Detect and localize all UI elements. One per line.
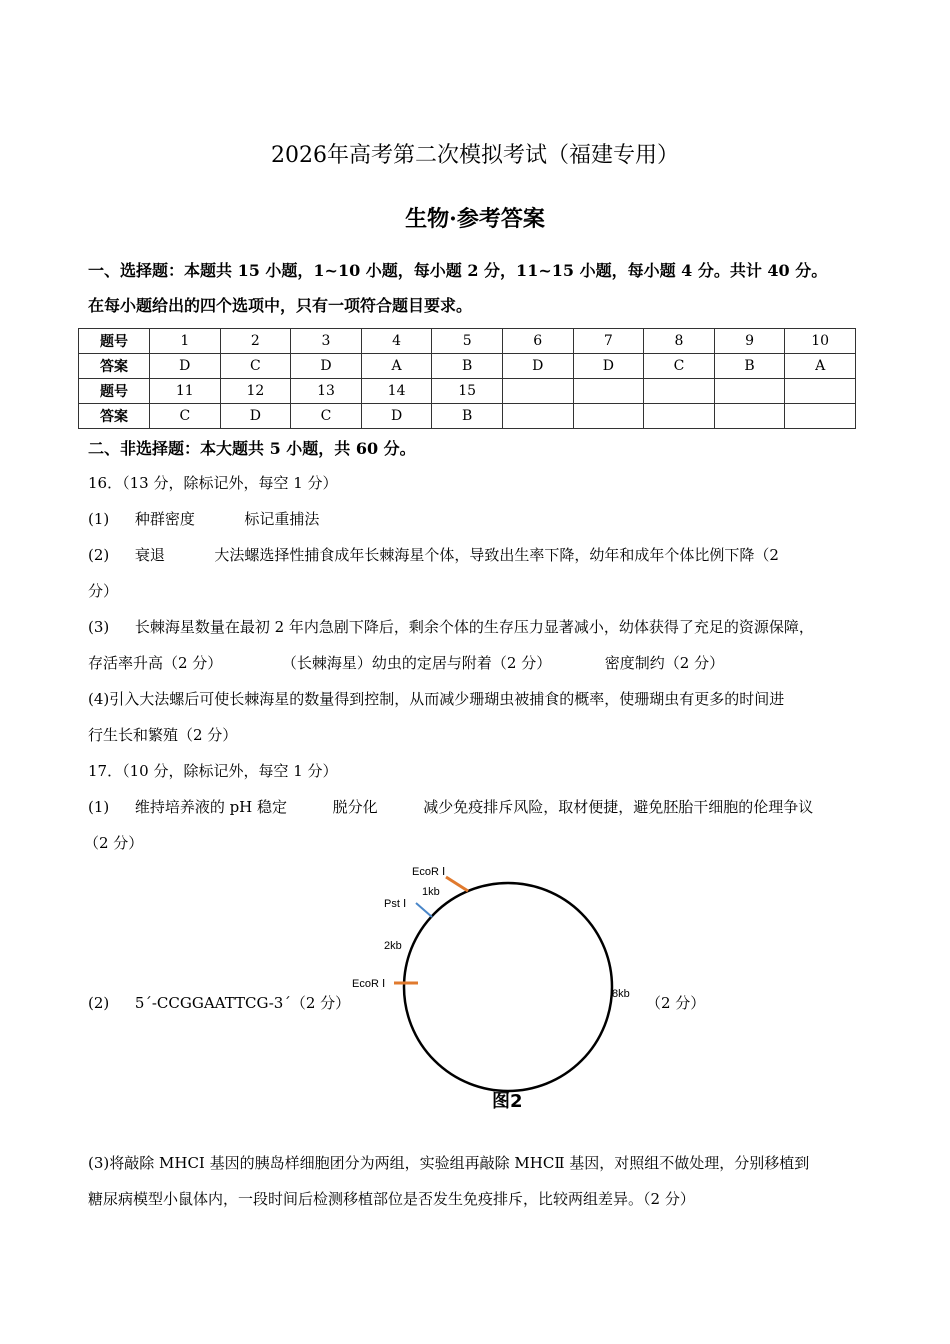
q16-part4: (4)引入大法螺后可使长棘海星的数量得到控制，从而减少珊瑚虫被捕食的概率，使珊瑚虫有更多的时间进 bbox=[88, 690, 785, 708]
answer-text: 减少免疫排斥风险，取材便捷，避免胚胎干细胞的伦理争议 bbox=[423, 798, 814, 816]
table-cell: B bbox=[714, 354, 785, 379]
q16-part2-cont: 分） bbox=[88, 582, 119, 600]
answer-text: 衰退 bbox=[134, 546, 165, 564]
q17-part2-score: （2 分） bbox=[646, 994, 706, 1012]
table-row bbox=[79, 379, 856, 404]
table-cell: 7 bbox=[573, 329, 644, 354]
table-cell: C bbox=[291, 404, 362, 429]
q16-part3 bbox=[88, 616, 814, 637]
table-cell bbox=[714, 379, 785, 404]
table-cell: C bbox=[644, 354, 715, 379]
table-cell: D bbox=[573, 354, 644, 379]
table-cell: C bbox=[150, 404, 221, 429]
table-cell: 5 bbox=[432, 329, 503, 354]
table-cell: A bbox=[361, 354, 432, 379]
label-ecor-top: EcoR Ⅰ bbox=[412, 866, 446, 878]
table-cell: 2 bbox=[220, 329, 291, 354]
q17-part3-cont: 糖尿病模型小鼠体内，一段时间后检测移植部位是否发生免疫排斥，比较两组差异。（2 分） bbox=[88, 1190, 695, 1208]
table-cell: 11 bbox=[150, 379, 221, 404]
section2-heading: 二、非选择题：本大题共 5 小题，共 60 分。 bbox=[88, 439, 416, 458]
answer-text: 大法螺选择性捕食成年长棘海星个体，导致出生率下降，幼年和成年个体比例下降（2 bbox=[214, 546, 779, 564]
table-cell: 6 bbox=[502, 329, 573, 354]
table-cell: D bbox=[291, 354, 362, 379]
q17-part1-cont: （2 分） bbox=[84, 834, 144, 852]
table-cell bbox=[785, 404, 856, 429]
part-number: (2) bbox=[88, 994, 110, 1012]
table-cell: 10 bbox=[785, 329, 856, 354]
figure-caption: 图2 bbox=[492, 1091, 523, 1112]
label-1kb: 1kb bbox=[422, 886, 440, 898]
part-number: (1) bbox=[88, 510, 110, 528]
answer-text: 标记重捕法 bbox=[244, 510, 320, 528]
q16-part4-cont: 行生长和繁殖（2 分） bbox=[88, 726, 238, 744]
q17-part1 bbox=[88, 796, 813, 817]
answer-text: 密度制约（2 分） bbox=[604, 654, 725, 672]
table-cell: D bbox=[220, 404, 291, 429]
table-cell bbox=[502, 404, 573, 429]
q17-part3: (3)将敲除 MHCⅠ 基因的胰岛样细胞团分为两组，实验组再敲除 MHCⅡ 基因，对照组不做处理，分别移植到 bbox=[88, 1154, 810, 1172]
table-cell: 14 bbox=[361, 379, 432, 404]
table-row bbox=[79, 329, 856, 354]
table-cell: B bbox=[432, 354, 503, 379]
section1-line1: 一、选择题：本题共 15 小题，1~10 小题，每小题 2 分，11~15 小题，每小题 4 分。共计 40 分。 bbox=[88, 261, 828, 280]
label-2kb: 2kb bbox=[384, 940, 402, 952]
table-cell: 1 bbox=[150, 329, 221, 354]
table-cell: 9 bbox=[714, 329, 785, 354]
plasmid-figure bbox=[340, 855, 640, 1115]
row-header: 答案 bbox=[79, 354, 150, 379]
table-row bbox=[79, 354, 856, 379]
table-cell: C bbox=[220, 354, 291, 379]
label-ecor-left: EcoR Ⅰ bbox=[352, 978, 386, 990]
q16-part2 bbox=[88, 544, 779, 565]
table-cell bbox=[644, 404, 715, 429]
table-cell bbox=[644, 379, 715, 404]
table-cell: 12 bbox=[220, 379, 291, 404]
table-cell: 3 bbox=[291, 329, 362, 354]
table-cell: 13 bbox=[291, 379, 362, 404]
answer-text: 脱分化 bbox=[332, 798, 378, 816]
table-cell: 15 bbox=[432, 379, 503, 404]
part-number: (1) bbox=[88, 798, 110, 816]
table-cell bbox=[573, 379, 644, 404]
pst-marker bbox=[416, 903, 432, 917]
answer-text: 存活率升高（2 分） bbox=[88, 654, 223, 672]
table-cell: D bbox=[361, 404, 432, 429]
row-header: 答案 bbox=[79, 404, 150, 429]
q16-part1 bbox=[88, 508, 319, 529]
label-8kb: 8kb bbox=[612, 988, 630, 1000]
answer-text: 长棘海星数量在最初 2 年内急剧下降后，剩余个体的生存压力显著减小，幼体获得了充足的资源保障， bbox=[134, 618, 814, 636]
answer-text: （长棘海星）幼虫的定居与附着（2 分） bbox=[281, 654, 552, 672]
answer-text: 种群密度 bbox=[134, 510, 195, 528]
table-cell: B bbox=[432, 404, 503, 429]
table-cell: A bbox=[785, 354, 856, 379]
row-header: 题号 bbox=[79, 329, 150, 354]
answer-text: 5´-CCGGAATTCG-3´（2 分） bbox=[134, 994, 351, 1012]
part-number: (3) bbox=[88, 618, 110, 636]
table-cell bbox=[785, 379, 856, 404]
table-cell: 8 bbox=[644, 329, 715, 354]
part-number: (2) bbox=[88, 546, 110, 564]
page-title: 2026年高考第二次模拟考试（福建专用） bbox=[271, 143, 679, 168]
q17-part2 bbox=[88, 992, 350, 1013]
q17-header: 17．（10 分，除标记外，每空 1 分） bbox=[88, 762, 338, 780]
ecor-top-marker bbox=[446, 877, 468, 891]
q16-part3-cont bbox=[88, 652, 724, 673]
answer-text: 维持培养液的 pH 稳定 bbox=[134, 798, 288, 816]
answer-table bbox=[78, 328, 856, 429]
table-cell: D bbox=[150, 354, 221, 379]
section1-line2: 在每小题给出的四个选项中，只有一项符合题目要求。 bbox=[88, 296, 473, 315]
table-cell bbox=[573, 404, 644, 429]
table-row bbox=[79, 404, 856, 429]
table-cell: 4 bbox=[361, 329, 432, 354]
label-pst: Pst Ⅰ bbox=[384, 898, 407, 910]
row-header: 题号 bbox=[79, 379, 150, 404]
plasmid-circle bbox=[404, 883, 612, 1091]
q16-header: 16．（13 分，除标记外，每空 1 分） bbox=[88, 474, 338, 492]
page-subtitle: 生物·参考答案 bbox=[405, 206, 545, 232]
table-cell bbox=[502, 379, 573, 404]
table-cell: D bbox=[502, 354, 573, 379]
table-cell bbox=[714, 404, 785, 429]
